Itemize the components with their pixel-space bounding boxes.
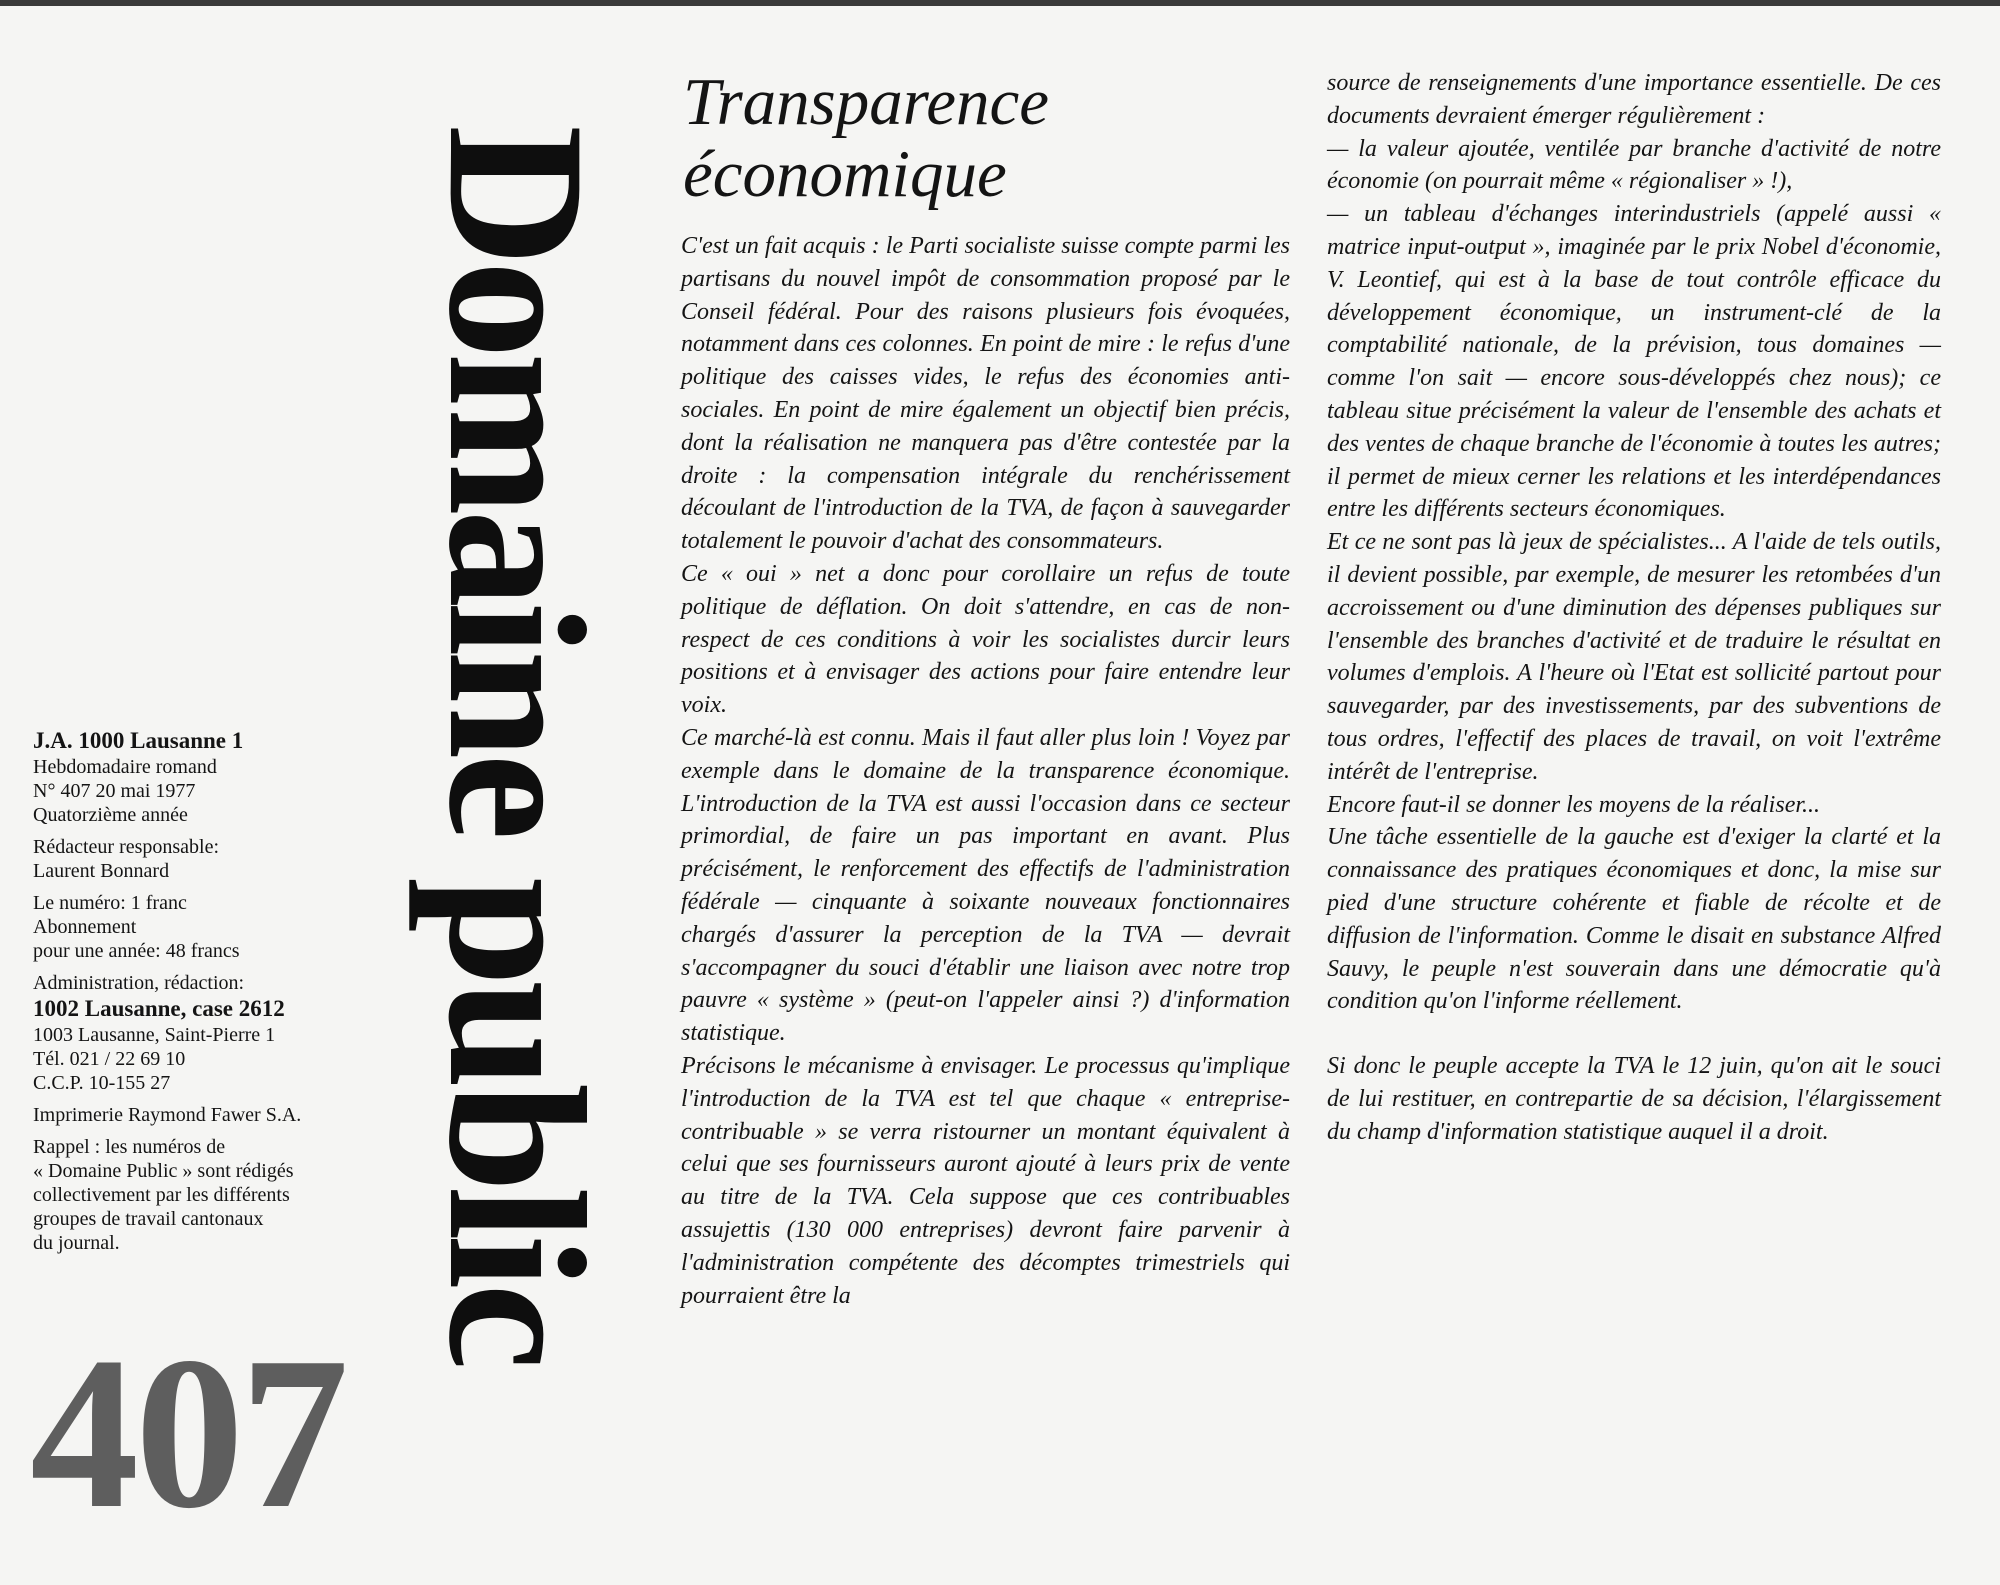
editor-name: Laurent Bonnard: [33, 860, 170, 882]
editor-block: [33, 835, 393, 883]
note-line: « Domaine Public » sont rédigés: [33, 1160, 294, 1182]
paragraph: Et ce ne sont pas là jeux de spécialistes... A l'aide de tels outils, il devient possible, par exemple, de mesurer les retombées d'un accroissement ou d'une diminution des dépenses publiques sur l'ensemble des branches d'activité et de traduire le résultat en volumes d'emplois. A l'heure où l'Etat est sollicité partout pour sauvegarder, par des investissements, par des subventions de tous ordres, l'effectif des places de travail, on voit l'extrême intérêt de l'entreprise.: [1327, 529, 1941, 785]
title-line: économique: [683, 137, 1007, 211]
volume-year: Quatorzième année: [33, 804, 188, 826]
title-line: Transparence: [683, 65, 1050, 139]
note-line: groupes de travail cantonaux: [33, 1208, 264, 1230]
printer-name: Imprimerie Raymond Fawer S.A.: [33, 1104, 302, 1126]
issue-number: 407: [30, 1313, 345, 1554]
reminder-note: [33, 1135, 393, 1255]
paragraph: Encore faut-il se donner les moyens de la réaliser...: [1327, 791, 1821, 818]
admin-block: [33, 971, 393, 1095]
admin-address: 1002 Lausanne, case 2612: [33, 996, 285, 1021]
phone-number: Tél. 021 / 22 69 10: [33, 1048, 186, 1070]
closing-paragraph: Si donc le peuple accepte la TVA le 12 juin, qu'on ait le souci de lui restituer, en contrepartie de sa décision, l'élargissement du champ d'information statistique auquel il a droit.: [1327, 1053, 1941, 1145]
paragraph: C'est un fait acquis : le Parti socialiste suisse compte parmi les partisans du nouvel impôt de consommation proposé par le Conseil fédéral. Pour des raisons plusieurs fois évoquées, notamment dans ces colonnes. En point de mire : le refus d'une politique des caisses vides, le refus des économies anti-sociales. En point de mire également un objectif bien précis, dont la réalisation ne manquera pas d'être contestée par la droite : la compensation intégrale du renchérissement découlant de l'introduction de la TVA, de façon à sauvegarder totalement le pouvoir d'achat des consommateurs.: [681, 233, 1290, 555]
top-rule: [0, 0, 2000, 6]
issue-date: N° 407 20 mai 1977: [33, 780, 196, 802]
publication-frequency: Hebdomadaire romand: [33, 756, 217, 778]
list-item: — un tableau d'échanges interindustriels (appelé aussi « matrice input-output », imaginée par le prix Nobel d'économie, V. Leontief, qui est à la base de tout contrôle efficace du développement économique, un instrument-clé de la comptabilité nationale, de la prévision, tous domaines — comme l'on sait — encore sous-développés chez nous); ce tableau situe précisément la valeur de l'ensemble des achats et des ventes de chaque branche de l'économie à toutes les autres; il permet de mieux cerner les relations et les interdépendances entre les différents secteurs économiques.: [1327, 201, 1941, 523]
paragraph: source de renseignements d'une importance essentielle. De ces documents devraient émerger régulièrement :: [1327, 70, 1941, 129]
postal-line: J.A. 1000 Lausanne 1: [33, 728, 244, 753]
subscription-label: Abonnement: [33, 916, 137, 938]
paragraph: Précisons le mécanisme à envisager. Le processus qu'implique l'introduction de la TVA est tel que chaque « entreprise-contribuable » se verra ristourner un montant équivalent à celui que ses fournisseurs auront ajouté à leurs prix de vente au titre de la TVA. Cela suppose que ces contribuables assujettis (130 000 entreprises) devront faire parvenir à l'administration compétente des décomptes trimestriels qui pourraient être la: [681, 1052, 1290, 1309]
note-line: du journal.: [33, 1232, 120, 1254]
street-address: 1003 Lausanne, Saint-Pierre 1: [33, 1024, 276, 1046]
editor-label: Rédacteur responsable:: [33, 836, 220, 858]
postal-block: [33, 727, 393, 827]
ccp-number: C.C.P. 10-155 27: [33, 1072, 171, 1094]
list-item: — la valeur ajoutée, ventilée par branche d'activité de notre économie (on pourrait même « régionaliser » !),: [1327, 135, 1941, 195]
article-title: [683, 66, 1049, 210]
price-issue: Le numéro: 1 franc: [33, 892, 187, 914]
note-line: collectivement par les différents: [33, 1184, 290, 1206]
masthead-title: Domaine public: [408, 125, 625, 1365]
paragraph: Une tâche essentielle de la gauche est d'exiger la clarté et la connaissance des pratiques économiques et donc, la mise sur pied d'une structure cohérente et fiable de récolte et de diffusion de l'information. Comme le disait en substance Alfred Sauvy, le peuple n'est souverain dans une démocratie qu'à condition qu'on l'informe réellement.: [1327, 824, 1941, 1015]
admin-label: Administration, rédaction:: [33, 972, 245, 994]
paragraph: Ce « oui » net a donc pour corollaire un refus de toute politique de déflation. On doit s'attendre, en cas de non-respect de ces conditions à voir les socialistes durcir leurs positions et à envisager des actions pour faire entendre leur voix.: [681, 560, 1290, 719]
paragraph: Ce marché-là est connu. Mais il faut aller plus loin ! Voyez par exemple dans le domaine de la transparence économique. L'introduction de la TVA est aussi l'occasion dans ce secteur primordial, de faire un pas important en avant. Plus précisément, le renforcement des effectifs de l'administration fédérale — cinquante à soixante nouveaux fonctionnaires chargés d'assurer la perception de la TVA — devrait s'accompagner du souci d'établir une liaison avec notre trop pauvre « système » (peut-on l'appeler ainsi ?) d'information statistique.: [681, 724, 1290, 1047]
price-block: [33, 891, 393, 963]
price-year: pour une année: 48 francs: [33, 940, 240, 962]
printer-block: [33, 1103, 393, 1127]
article-column-2: [1327, 67, 1941, 1149]
colophon: [33, 727, 393, 1263]
note-line: Rappel : les numéros de: [33, 1136, 226, 1158]
article-column-1: [681, 230, 1290, 1312]
